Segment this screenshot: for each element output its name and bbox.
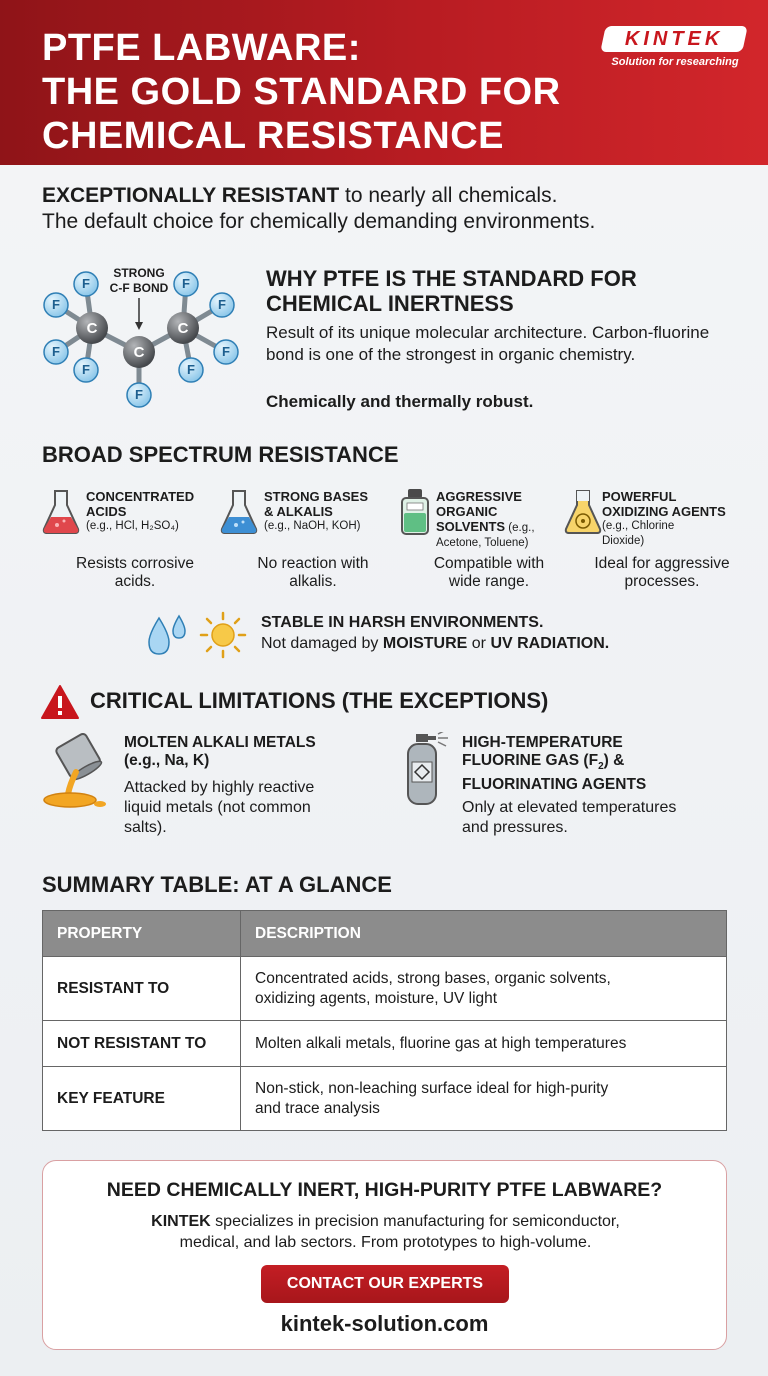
desc-line: Resists corrosive — [76, 555, 194, 572]
summary-table — [42, 910, 727, 1131]
table-cell-description — [241, 1021, 727, 1067]
desc-line: oxidizing agents, moisture, UV light — [255, 989, 498, 1007]
limitation-alkali-metals — [40, 732, 380, 852]
f-atom-label: F — [187, 362, 195, 377]
title-line-1: PTFE LABWARE: — [42, 27, 361, 69]
kintek-logo[interactable] — [600, 26, 748, 52]
resistance-bases — [218, 487, 408, 597]
flask-red-icon — [40, 487, 82, 537]
cta-text — [73, 1211, 698, 1253]
f-atom-label: F — [82, 276, 90, 291]
cta-title: NEED CHEMICALLY INERT, HIGH-PURITY PTFE LABWARE? — [106, 1179, 663, 1201]
table-cell-description — [241, 957, 727, 1021]
cta-text-line-2: medical, and lab sectors. From prototypes to high-volume. — [179, 1234, 592, 1251]
title-line-3: CHEMICAL RESISTANCE — [42, 115, 505, 157]
bond-label-line-1: STRONG — [113, 266, 165, 280]
f-atom-label: F — [82, 362, 90, 377]
text-line: and pressures. — [462, 819, 568, 836]
limitation-head — [462, 734, 646, 794]
f-atom-label: F — [52, 344, 60, 359]
carbon-atoms — [76, 312, 199, 368]
desc-line: Molten alkali metals, fluorine gas at high temperatures — [255, 1034, 627, 1052]
limitation-head — [124, 734, 316, 770]
harsh-text — [261, 635, 609, 653]
f-atom-label: F — [52, 297, 60, 312]
f-atom-label: F — [218, 297, 226, 312]
head-line: ) & — [603, 752, 625, 769]
c-atom-label: C — [133, 344, 145, 361]
table-cell-property: NOT RESISTANT TO — [43, 1021, 241, 1067]
warning-icon — [40, 684, 80, 720]
resistance-head — [86, 489, 236, 534]
f-atom-label: F — [135, 387, 143, 402]
why-text: Result of its unique molecular architecture. Carbon-fluorine bond is one of the strongest in organic chemistry. — [266, 323, 710, 364]
c-atom-label: C — [86, 320, 98, 337]
broad-spectrum-title: BROAD SPECTRUM RESISTANCE — [42, 442, 399, 467]
contact-experts-button[interactable]: CONTACT OUR EXPERTS — [261, 1265, 509, 1303]
table-row — [43, 1067, 727, 1131]
molten-metal-pour-icon — [40, 732, 120, 812]
example-text: Acetone, Toluene) — [436, 537, 529, 549]
why-title-line-1: WHY PTFE IS THE STANDARD FOR — [266, 266, 637, 291]
logo-text: KINTEK — [624, 27, 724, 50]
title-line-2: THE GOLD STANDARD FOR — [42, 71, 561, 113]
table-cell-property: RESISTANT TO — [43, 957, 241, 1021]
text-line: salts). — [124, 819, 167, 836]
head-line: SOLVENTS — [436, 519, 506, 534]
resistance-desc — [218, 555, 408, 591]
harsh-head: STABLE IN HARSH ENVIRONMENTS. — [261, 614, 544, 631]
gas-cylinder-icon — [402, 732, 452, 812]
table-cell-description — [241, 1067, 727, 1131]
resistance-solvents — [394, 487, 584, 597]
head-line: (e.g., Na, K) — [124, 752, 210, 769]
f-atom-label: F — [182, 276, 190, 291]
water-drops-sun-icon — [145, 610, 255, 660]
head-line: AGGRESSIVE — [436, 489, 522, 504]
why-title-line-2: CHEMICAL INERTNESS — [266, 291, 514, 316]
head-line: ORGANIC — [436, 504, 498, 519]
harsh-bold-uv: UV RADIATION. — [490, 635, 610, 652]
why-bold: Chemically and thermally robust. — [266, 392, 534, 411]
subscript: 2 — [598, 761, 604, 773]
example-text: (e.g., NaOH, KOH) — [264, 520, 361, 532]
head-line: HIGH-TEMPERATURE — [462, 734, 623, 751]
harsh-text-b: or — [467, 635, 491, 652]
cta-box — [42, 1160, 727, 1350]
example-text: (e.g., HCl, H₂SO₄) — [86, 520, 179, 532]
f-atom-label: F — [222, 344, 230, 359]
c-atom-label: C — [177, 320, 189, 337]
solvent-bottle-icon — [394, 487, 436, 537]
harsh-text-a: Not damaged by — [261, 635, 383, 652]
header-description: DESCRIPTION — [241, 911, 727, 957]
header-property: PROPERTY — [43, 911, 241, 957]
head-line: MOLTEN ALKALI METALS — [124, 734, 316, 751]
desc-line: alkalis. — [289, 573, 337, 590]
head-line: STRONG BASES — [264, 489, 369, 504]
cta-brand: KINTEK — [151, 1213, 211, 1230]
desc-line: Ideal for aggressive — [594, 555, 730, 572]
flask-blue-icon — [218, 487, 260, 537]
head-line: CONCENTRATED — [86, 489, 195, 504]
resistance-desc — [394, 555, 584, 591]
table-row — [43, 957, 727, 1021]
head-line: & ALKALIS — [264, 504, 333, 519]
why-title — [266, 266, 736, 316]
bond-label-line-2: C-F BOND — [109, 281, 169, 295]
resistance-head — [264, 489, 414, 534]
desc-line: and trace analysis — [255, 1099, 380, 1117]
example-text: (e.g., — [505, 522, 535, 534]
intro-line-2: The default choice for chemically demanding environments. — [42, 210, 596, 233]
arrow-icon — [135, 298, 143, 330]
example-text: Dioxide) — [602, 535, 645, 547]
desc-line: acids. — [114, 573, 156, 590]
intro-rest: to nearly all chemicals. — [339, 184, 558, 207]
desc-line: wide range. — [448, 573, 530, 590]
head-line: FLUORINE GAS (F — [462, 752, 599, 769]
limitation-fluorine — [402, 732, 742, 852]
table-header-row — [43, 911, 727, 957]
harsh-environments — [145, 610, 665, 660]
header-banner — [0, 0, 768, 165]
resistance-desc — [40, 555, 230, 591]
intro-bold: EXCEPTIONALLY RESISTANT — [42, 184, 340, 207]
resistance-oxidizers — [562, 487, 752, 597]
logo-tagline: Solution for researching — [611, 56, 739, 68]
table-row — [43, 1021, 727, 1067]
head-line: FLUORINATING AGENTS — [462, 776, 647, 794]
intro-text — [42, 183, 742, 235]
summary-table-title: SUMMARY TABLE: AT A GLANCE — [42, 872, 392, 897]
resistance-desc — [562, 555, 762, 591]
website-link[interactable]: kintek-solution.com — [280, 1311, 489, 1336]
desc-line: Non-stick, non-leaching surface ideal for high-purity — [255, 1079, 609, 1097]
desc-line: processes. — [624, 573, 700, 590]
resistance-head — [602, 489, 762, 549]
limitation-text — [124, 778, 384, 838]
cta-text-line-1: specializes in precision manufacturing for semiconductor, — [210, 1213, 620, 1230]
limitation-text — [462, 798, 742, 838]
flask-hazard-icon — [562, 487, 604, 537]
table-cell-property: KEY FEATURE — [43, 1067, 241, 1131]
text-line: liquid metals (not common — [124, 799, 311, 816]
critical-limitations-title: CRITICAL LIMITATIONS (THE EXCEPTIONS) — [90, 688, 549, 713]
desc-line: Compatible with — [433, 555, 545, 572]
desc-line: Concentrated acids, strong bases, organic solvents, — [255, 969, 611, 987]
harsh-bold-moisture: MOISTURE — [382, 635, 468, 652]
example-text: (e.g., Chlorine — [602, 520, 675, 532]
head-line: POWERFUL — [602, 489, 677, 504]
resistance-acids — [40, 487, 230, 597]
ptfe-molecule-diagram — [36, 262, 246, 412]
head-line: ACIDS — [86, 504, 127, 519]
text-line: Attacked by highly reactive — [124, 779, 315, 796]
head-line: OXIDIZING AGENTS — [602, 504, 726, 519]
text-line: Only at elevated temperatures — [462, 799, 677, 816]
desc-line: No reaction with — [257, 555, 369, 572]
page-title — [42, 26, 602, 158]
